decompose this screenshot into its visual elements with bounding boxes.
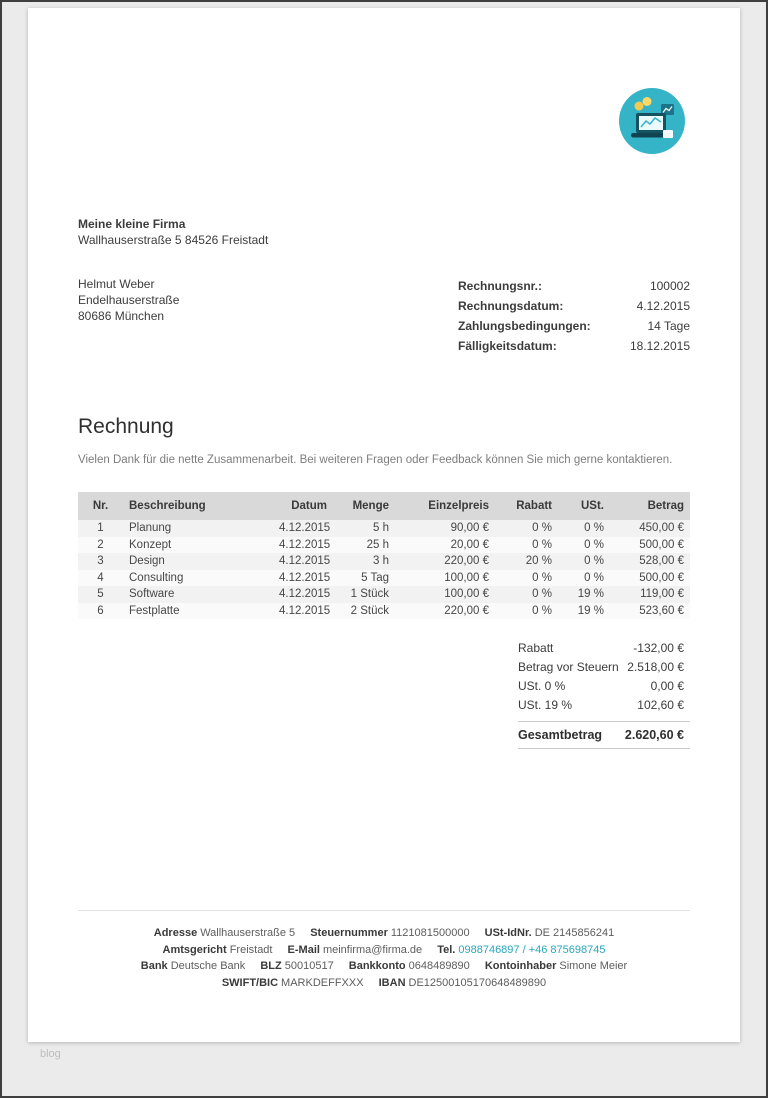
line-discount: 0 % <box>532 538 552 551</box>
line-item-row <box>78 537 690 554</box>
line-vat: 19 % <box>577 604 604 617</box>
line-date: 4.12.2015 <box>279 571 331 584</box>
col-header-nr: Nr. <box>78 492 123 520</box>
line-discount: 20 % <box>525 555 552 568</box>
line-amount: 119,00 € <box>640 588 684 601</box>
meta-label: Fälligkeitsdatum: <box>458 339 557 353</box>
line-items-table <box>78 492 690 619</box>
line-date: 4.12.2015 <box>279 522 331 535</box>
line-date: 4.12.2015 <box>279 588 331 601</box>
footer-email-value: meinfirma@firma.de <box>322 943 423 956</box>
summary-label: USt. 19 % <box>518 698 573 712</box>
line-amount: 528,00 € <box>639 555 684 568</box>
footer-pair <box>260 960 333 972</box>
line-amount: 523,60 € <box>639 604 684 617</box>
meta-row-invoice-number <box>458 276 690 296</box>
meta-value: 18.12.2015 <box>629 339 690 353</box>
line-unit-price: 100,00 € <box>444 588 489 601</box>
line-discount: 0 % <box>532 604 552 617</box>
footer-pair <box>154 927 295 939</box>
footer-value: DE 2145856241 <box>534 927 615 939</box>
summary-label: Rabatt <box>518 641 554 655</box>
meta-label: Zahlungsbedingungen: <box>458 319 591 333</box>
footer-label: Bank <box>140 960 168 972</box>
address-meta-row <box>78 276 690 356</box>
line-nr: 5 <box>97 588 104 601</box>
col-header-vat: USt. <box>558 492 610 520</box>
summary-row-vat0 <box>518 677 690 696</box>
line-item-row <box>78 586 690 603</box>
footer-label: BLZ <box>260 960 282 972</box>
summary-value: -132,00 € <box>633 641 684 655</box>
watermark-blog: blog <box>40 1048 61 1060</box>
line-nr: 4 <box>97 571 104 584</box>
footer-pair <box>379 977 547 989</box>
sender-address: Wallhauserstraße 5 84526 Freistadt <box>78 233 269 247</box>
line-amount: 450,00 € <box>639 522 684 535</box>
summary-grand-total <box>518 721 690 749</box>
col-header-quantity: Menge <box>333 492 395 520</box>
meta-row-invoice-date <box>458 296 690 316</box>
line-nr: 1 <box>97 522 104 535</box>
sender-block <box>78 216 690 248</box>
footer-line-address <box>78 925 690 942</box>
line-quantity: 3 h <box>373 555 389 568</box>
footer-pair <box>222 977 364 989</box>
line-date: 4.12.2015 <box>279 604 331 617</box>
line-nr: 3 <box>97 555 104 568</box>
intro-text: Vielen Dank für die nette Zusammenarbeit. Bei weiteren Fragen oder Feedback können Sie mich gerne kontaktieren. <box>78 454 673 466</box>
line-quantity: 5 Tag <box>361 571 389 584</box>
line-item-row <box>78 520 690 537</box>
line-quantity: 5 h <box>373 522 389 535</box>
meta-row-payment-terms <box>458 316 690 336</box>
footer-value: MARKDEFFXXX <box>281 976 364 989</box>
footer-label: SWIFT/BIC <box>221 976 279 989</box>
meta-value: 100002 <box>649 279 690 293</box>
footer-value: Wallhauserstraße 5 <box>200 927 296 939</box>
line-date: 4.12.2015 <box>279 555 331 568</box>
meta-value: 4.12.2015 <box>636 299 690 313</box>
recipient-street: Endelhauserstraße <box>78 293 180 307</box>
line-description: Software <box>129 588 175 601</box>
footer-pair <box>349 960 470 972</box>
meta-label: Rechnungsdatum: <box>458 299 564 313</box>
line-unit-price: 220,00 € <box>444 604 489 617</box>
footer-value: 50010517 <box>284 960 334 972</box>
footer-label: Bankkonto <box>348 960 406 972</box>
line-unit-price: 220,00 € <box>444 555 489 568</box>
line-vat: 19 % <box>577 588 604 601</box>
footer-label: E-Mail <box>287 943 320 956</box>
line-vat: 0 % <box>584 522 604 535</box>
footer-divider <box>78 910 690 911</box>
summary-value: 2.518,00 € <box>627 660 684 674</box>
line-quantity: 1 Stück <box>350 588 389 601</box>
line-vat: 0 % <box>584 555 604 568</box>
col-header-discount: Rabatt <box>495 492 558 520</box>
summary-row-vat19 <box>518 696 690 715</box>
recipient-name: Helmut Weber <box>78 277 155 291</box>
summary-label: Betrag vor Steuern <box>518 660 619 674</box>
footer-label: Amtsgericht <box>162 943 227 956</box>
company-logo-icon <box>619 88 685 154</box>
footer-value: Simone Meier <box>559 960 628 972</box>
line-unit-price: 100,00 € <box>444 571 489 584</box>
footer-label: Adresse <box>153 927 198 939</box>
line-discount: 0 % <box>532 588 552 601</box>
meta-value: 14 Tage <box>647 319 690 333</box>
line-date: 4.12.2015 <box>279 538 331 551</box>
totals-summary <box>518 639 690 749</box>
footer-label: Kontoinhaber <box>484 960 557 972</box>
invoice-meta <box>458 276 690 356</box>
meta-row-due-date <box>458 336 690 356</box>
line-nr: 6 <box>97 604 104 617</box>
line-description: Consulting <box>129 571 184 584</box>
footer-pair <box>437 944 605 956</box>
table-header-row <box>78 492 690 520</box>
footer-pair <box>141 960 246 972</box>
line-vat: 0 % <box>584 571 604 584</box>
recipient-city: 80686 München <box>78 309 165 323</box>
line-amount: 500,00 € <box>639 571 684 584</box>
summary-label: USt. 0 % <box>518 679 566 693</box>
grand-total-value: 2.620,60 € <box>624 728 684 742</box>
line-discount: 0 % <box>532 522 552 535</box>
footer-line-contact <box>78 942 690 959</box>
summary-row-discount <box>518 639 690 658</box>
summary-value: 0,00 € <box>650 679 684 693</box>
footer-line-iban <box>78 975 690 992</box>
summary-value: 102,60 € <box>637 698 684 712</box>
footer-line-bank <box>78 958 690 975</box>
line-description: Planung <box>129 522 172 535</box>
line-item-row <box>78 553 690 570</box>
summary-row-subtotal <box>518 658 690 677</box>
line-discount: 0 % <box>532 571 552 584</box>
invoice-title: Rechnung <box>78 415 174 438</box>
table-body <box>78 520 690 619</box>
footer-block <box>78 925 690 991</box>
line-unit-price: 90,00 € <box>450 522 489 535</box>
footer-pair <box>163 944 273 956</box>
line-description: Konzept <box>129 538 172 551</box>
col-header-amount: Betrag <box>610 492 690 520</box>
footer-value: 0648489890 <box>408 960 470 972</box>
footer-pair <box>485 927 615 939</box>
line-item-row <box>78 570 690 587</box>
meta-label: Rechnungsnr.: <box>458 279 543 293</box>
col-header-unit-price: Einzelpreis <box>395 492 495 520</box>
line-unit-price: 20,00 € <box>450 538 489 551</box>
footer-value: DE12500105170648489890 <box>408 976 547 989</box>
footer-pair <box>288 944 423 956</box>
footer-value: 1121081500000 <box>390 927 470 939</box>
line-quantity: 2 Stück <box>350 604 389 617</box>
sender-name: Meine kleine Firma <box>78 217 186 231</box>
line-description: Festplatte <box>129 604 180 617</box>
footer-label: IBAN <box>378 976 406 989</box>
footer-phone-link[interactable]: 0988746897 / +46 875698745 <box>458 943 606 956</box>
footer-value: Deutsche Bank <box>170 960 246 972</box>
line-quantity: 25 h <box>366 538 389 551</box>
table-header <box>78 492 690 520</box>
footer-label: Tel. <box>437 943 456 956</box>
recipient-block <box>78 276 179 356</box>
footer-label: Steuernummer <box>310 927 388 939</box>
line-amount: 500,00 € <box>639 538 684 551</box>
line-description: Design <box>129 555 165 568</box>
line-item-row <box>78 603 690 620</box>
line-nr: 2 <box>97 538 104 551</box>
invoice-page <box>28 8 740 1042</box>
footer-label: USt-IdNr. <box>484 927 532 939</box>
col-header-description: Beschreibung <box>123 492 273 520</box>
col-header-date: Datum <box>273 492 333 520</box>
line-vat: 0 % <box>584 538 604 551</box>
grand-total-label: Gesamtbetrag <box>518 728 603 742</box>
footer-pair <box>485 960 627 972</box>
footer-pair <box>310 927 469 939</box>
footer-value: Freistadt <box>229 943 273 956</box>
